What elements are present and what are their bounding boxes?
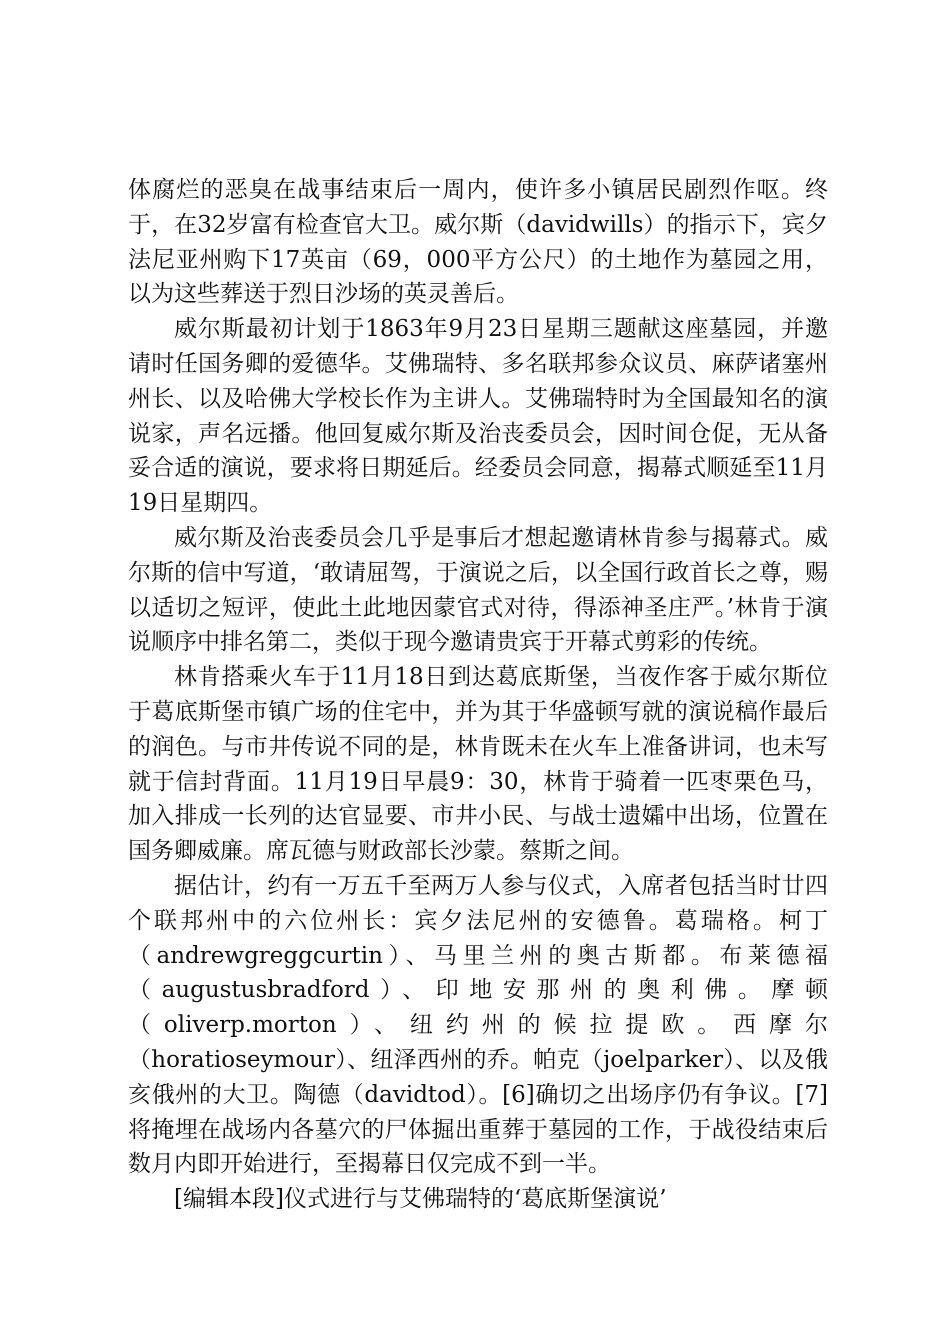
article-body [128, 173, 828, 1217]
paragraph-dedication-plan: 威尔斯最初计划于1863年9月23日星期三题献这座墓园，并邀请时任国务卿的爱德华。艾佛瑞特、多名联邦参众议员、麻萨诸塞州州长、以及哈佛大学校长作为主讲人。艾佛瑞特时为全国最知名的演说家，声名远播。他回复威尔斯及治丧委员会，因时间仓促，无从备妥合适的演说，要求将日期延后。经委员会同意，揭幕式顺延至11月19日星期四。 [128, 316, 828, 517]
paragraph-lincoln-invitation: 威尔斯及治丧委员会几乎是事后才想起邀请林肯参与揭幕式。威尔斯的信中写道，‘敢请屈驾，于演说之后，以全国行政首长之尊，赐以适切之短评，使此土此地因蒙官式对待，得添神圣庄严。’林肯于演说顺序中排名第二，类似于现今邀请贵宾于开幕式剪彩的传统。 [128, 524, 828, 656]
paragraph-lincoln-arrival: 林肯搭乘火车于11月18日到达葛底斯堡，当夜作客于威尔斯位于葛底斯堡市镇广场的住宅中，并为其于华盛顿写就的演说稿作最后的润色。与市井传说不同的是，林肯既未在火车上准备讲词，也未写就于信封背面。11月19日早晨9：30，林肯于骑着一匹枣栗色马，加入排成一长列的达官显要、市井小民、与战士遗孀中出场，位置在国务卿威廉。席瓦德与财政部长沙蒙。蔡斯之间。 [128, 664, 828, 865]
section-heading: [编辑本段]仪式进行与艾佛瑞特的‘葛底斯堡演说’ [174, 1186, 667, 1213]
paragraph-attendance: 据估计，约有一万五千至两万人参与仪式，入席者包括当时廿四个联邦州中的六位州长：宾夕法尼州的安德鲁。葛瑞格。柯丁（andrewgreggcurtin）、马里兰州的奥古斯都。布莱德福（augustusbradford）、印地安那州的奥利佛。摩顿（oliverp.morton）、纽约州的候拉提欧。西摩尔（horatioseymour）、纽泽西州的乔。帕克（joelparker）、以及俄亥俄州的大卫。陶德（davidtod）。[6]确切之出场序仍有争议。[7]将掩埋在战场内各墓穴的尸体掘出重葬于墓园的工作，于战役结束后数月内即开始进行，至揭幕日仅完成不到一半。 [128, 872, 828, 1178]
paragraph-continuation: 体腐烂的恶臭在战事结束后一周内，使许多小镇居民剧烈作呕。终于，在32岁富有检查官大卫。威尔斯（davidwills）的指示下，宾夕法尼亚州购下17英亩（69，000平方公尺）的土地作为墓园之用，以为这些葬送于烈日沙场的英灵善后。 [128, 177, 828, 308]
